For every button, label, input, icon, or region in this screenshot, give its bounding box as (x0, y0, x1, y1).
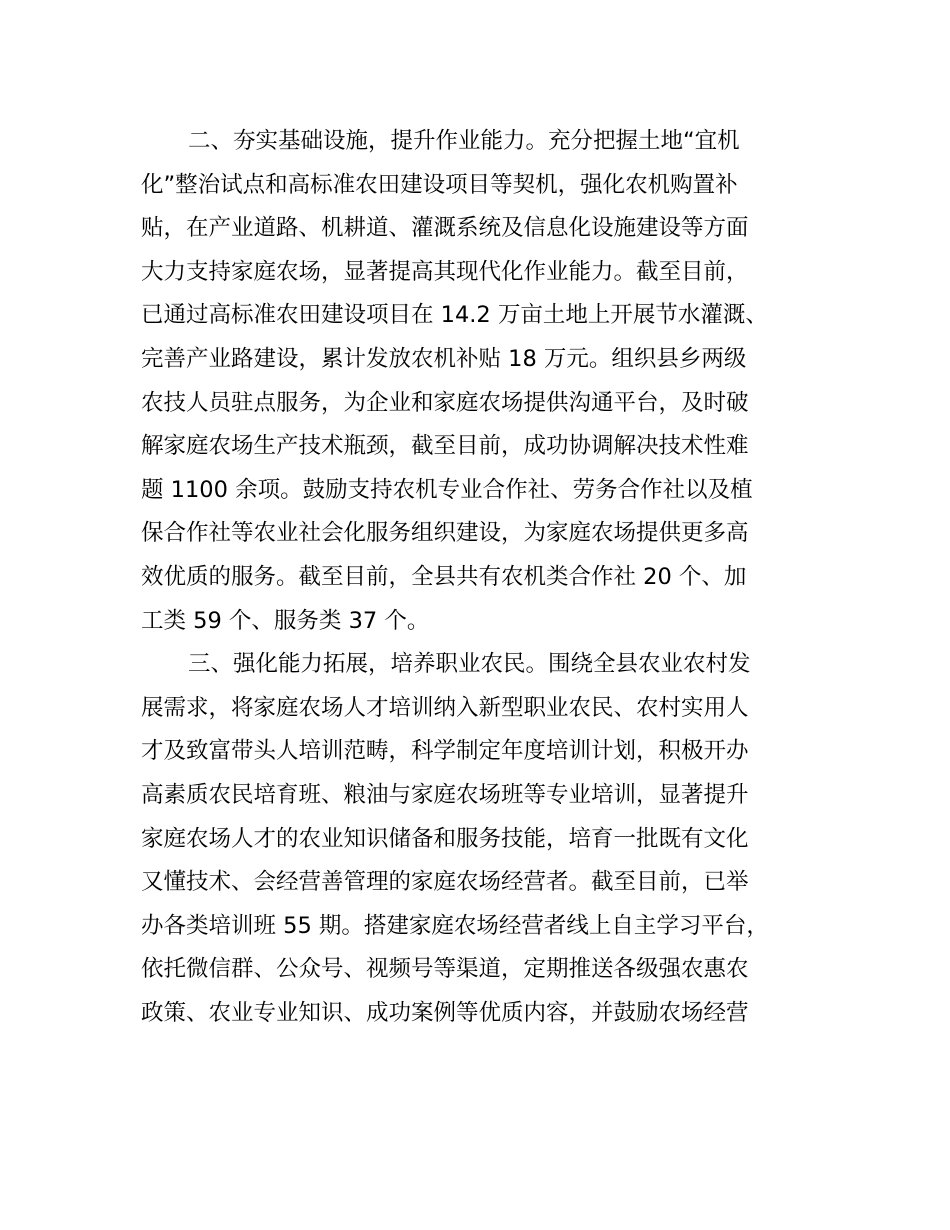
text-line: 效优质的服务。截至目前，全县共有农机类合作社 20 个、加 (141, 563, 747, 590)
text-line: 完善产业路建设，累计发放农机补贴 18 万元。组织县乡两级 (141, 345, 747, 372)
text-line: 又懂技术、会经营善管理的家庭农场经营者。截至目前，已举 (141, 869, 749, 896)
text-line: 依托微信群、公众号、视频号等渠道，定期推送各级强农惠农 (141, 956, 749, 983)
text-line: 大力支持家庭农场，显著提高其现代化作业能力。截至目前， (141, 258, 749, 285)
text-line: 已通过高标准农田建设项目在 14.2 万亩土地上开展节水灌溉、 (141, 302, 768, 329)
text-line: 二、夯实基础设施，提升作业能力。充分把握土地“宜机 (188, 128, 740, 154)
text-line: 政策、农业专业知识、成功案例等优质内容，并鼓励农场经营 (141, 999, 749, 1026)
text-line: 家庭农场人才的农业知识储备和服务技能，培育一批既有文化 (141, 825, 749, 852)
text-line: 办各类培训班 55 期。搭建家庭农场经营者线上自主学习平台， (141, 912, 769, 939)
text-line: 解家庭农场生产技术瓶颈，截至目前，成功协调解决技术性难 (141, 433, 749, 460)
text-line: 展需求，将家庭农场人才培训纳入新型职业农民、农村实用人 (141, 694, 749, 721)
text-line: 才及致富带头人培训范畴，科学制定年度培训计划，积极开办 (141, 738, 749, 765)
text-line: 题 1100 余项。鼓励支持农机专业合作社、劳务合作社以及植 (141, 476, 753, 503)
text-line: 三、强化能力拓展，培养职业农民。围绕全县农业农村发 (188, 651, 751, 678)
text-line: 高素质农民培育班、粮油与家庭农场班等专业培训，显著提升 (141, 781, 749, 808)
paragraph-training (141, 643, 841, 1035)
text-line: 工类 59 个、服务类 37 个。 (141, 607, 430, 634)
text-line: 保合作社等农业社会化服务组织建设，为家庭农场提供更多高 (141, 520, 749, 547)
text-line: 贴，在产业道路、机耕道、灌溉系统及信息化设施建设等方面 (141, 215, 749, 242)
text-line: 农技人员驻点服务，为企业和家庭农场提供沟通平台，及时破 (141, 389, 749, 416)
paragraph-infrastructure (141, 120, 841, 643)
document-body (141, 120, 841, 1035)
text-line: 化”整治试点和高标准农田建设项目等契机，强化农机购置补 (141, 171, 738, 198)
